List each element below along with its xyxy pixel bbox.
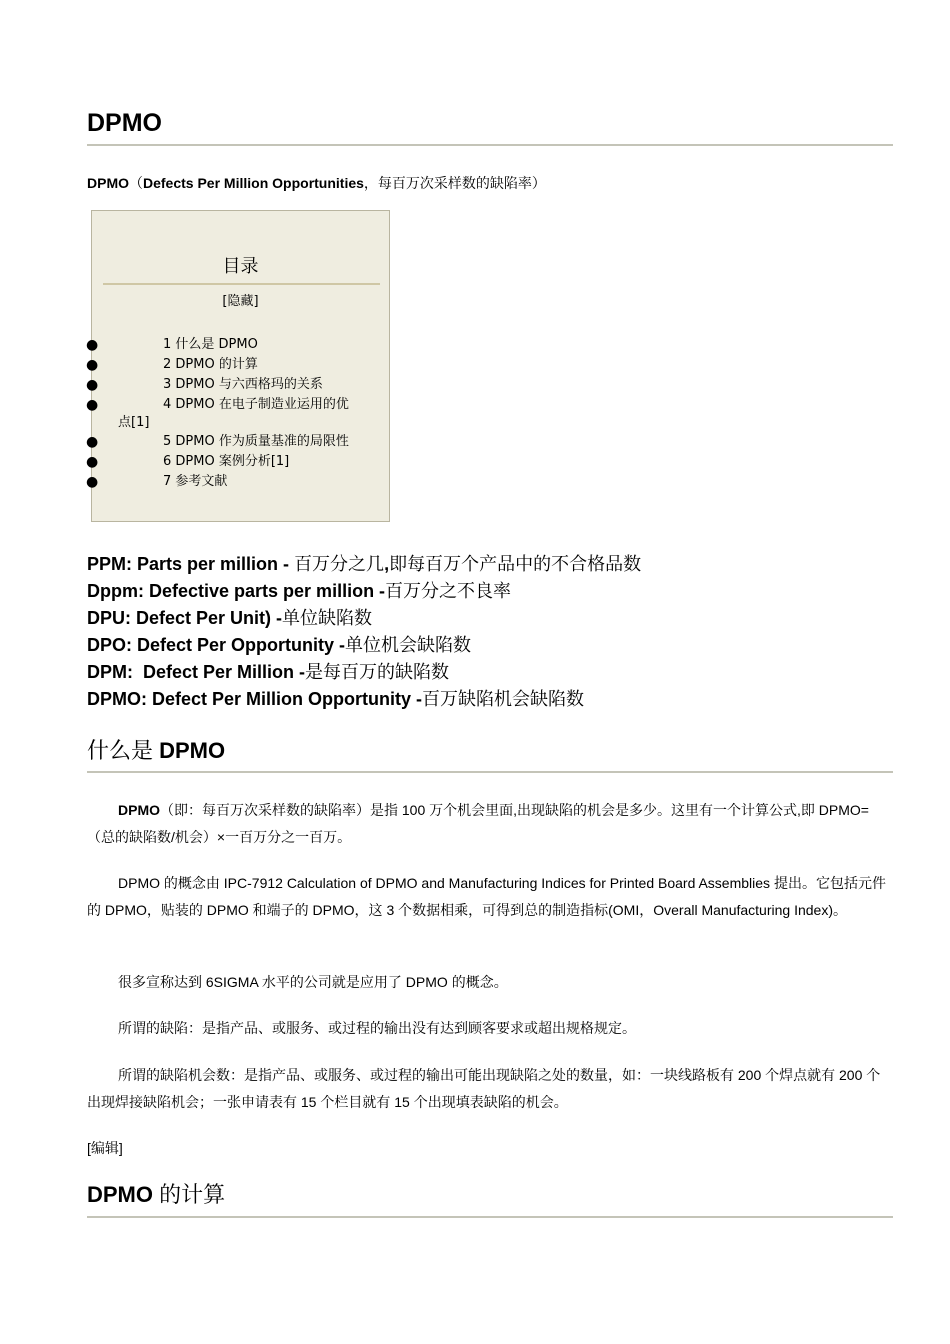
heading-bold: DPMO bbox=[159, 738, 226, 763]
para-bold: DPMO bbox=[118, 802, 160, 818]
definition-dpu bbox=[87, 605, 893, 632]
heading-bold: DPMO bbox=[87, 1182, 153, 1207]
bullet-icon: ● bbox=[86, 454, 99, 470]
para-text: （即：每百万次采样数的缺陷率）是指 100 万个机会里面,出现缺陷的机会是多少。这里有一个计算公式,即 DPMO=（总的缺陷数/机会）×一百万分之一百万。 bbox=[87, 802, 869, 845]
heading-cn: 什么是 bbox=[87, 738, 160, 763]
toc-item-label: 7 参考文献 bbox=[163, 474, 228, 489]
bullet-icon: ● bbox=[86, 434, 99, 450]
definition-desc: 是每百万的缺陷数 bbox=[305, 662, 450, 682]
intro-full: Defects Per Million Opportunities bbox=[143, 175, 364, 191]
intro-open: （ bbox=[129, 175, 143, 191]
paragraph-3: 很多宣称达到 6SIGMA 水平的公司就是应用了 DPMO 的概念。 bbox=[118, 974, 508, 990]
toc-item-label: 4 DPMO 在电子制造业运用的优 bbox=[163, 397, 349, 412]
definition-desc: 单位缺陷数 bbox=[282, 608, 373, 628]
intro-line bbox=[87, 174, 546, 192]
definition-desc: 百万缺陷机会缺陷数 bbox=[422, 689, 585, 709]
toc-divider bbox=[103, 283, 380, 285]
definition-ppm bbox=[87, 551, 893, 578]
toc-item-label: 3 DPMO 与六西格玛的关系 bbox=[163, 377, 323, 392]
definition-term: PPM: Parts per million - bbox=[87, 554, 290, 574]
toc-title: 目录 bbox=[222, 256, 259, 277]
section-heading-what-is-dpmo bbox=[87, 737, 225, 765]
bullet-icon: ● bbox=[86, 397, 99, 413]
bullet-icon: ● bbox=[86, 474, 99, 490]
definition-comma: , bbox=[384, 554, 390, 574]
toc-item-label-wrap: 点[1] bbox=[118, 415, 150, 430]
title-divider bbox=[87, 144, 893, 146]
bullet-icon: ● bbox=[86, 377, 99, 393]
bullet-icon: ● bbox=[86, 337, 99, 353]
bullet-icon: ● bbox=[86, 357, 99, 373]
definition-desc: 百万分之不良率 bbox=[385, 581, 512, 601]
definition-dpo bbox=[87, 632, 893, 659]
intro-abbr: DPMO bbox=[87, 175, 129, 191]
section-divider bbox=[87, 1216, 893, 1218]
definition-dpmo bbox=[87, 686, 893, 713]
definition-dppm bbox=[87, 578, 893, 605]
definition-term: DPM: Defect Per Million - bbox=[87, 662, 306, 682]
section-heading-dpmo-calculation bbox=[87, 1181, 225, 1209]
paragraph-4: 所谓的缺陷：是指产品、或服务、或过程的输出没有达到顾客要求或超出规格规定。 bbox=[118, 1020, 636, 1036]
section-divider bbox=[87, 771, 893, 773]
definition-desc: 百万分之几 bbox=[294, 554, 385, 574]
definition-term: DPO: Defect Per Opportunity - bbox=[87, 635, 346, 655]
toc-item-label: 5 DPMO 作为质量基准的局限性 bbox=[163, 434, 349, 449]
toc-item-label: 2 DPMO 的计算 bbox=[163, 357, 258, 372]
definition-list bbox=[87, 551, 893, 713]
toc-hide-toggle[interactable]: [隐藏] bbox=[222, 294, 259, 309]
toc-item-label: 6 DPMO 案例分析[1] bbox=[163, 454, 290, 469]
definition-dpm bbox=[87, 659, 893, 686]
edit-link[interactable]: [编辑] bbox=[87, 1140, 123, 1156]
heading-cn: 的计算 bbox=[153, 1182, 226, 1207]
toc-item-label: 1 什么是 DPMO bbox=[163, 337, 258, 352]
definition-tail: 即每百万个产品中的不合格品数 bbox=[389, 554, 642, 574]
table-of-contents bbox=[86, 210, 390, 522]
paragraph-1 bbox=[87, 797, 893, 851]
page-title: DPMO bbox=[87, 109, 162, 137]
paragraph-2: DPMO 的概念由 IPC-7912 Calculation of DPMO and Manufacturing Indices for Printed Board Assemblies 提出。它包括元件的 DPMO，贴装的 DPMO 和端子的 DPMO，这 3 个数据相乘，可得到总的制造指标(OMI，Overall Manufacturing Index)。 bbox=[87, 875, 886, 918]
definition-term: DPMO: Defect Per Million Opportunity - bbox=[87, 689, 423, 709]
definition-desc: 单位机会缺陷数 bbox=[345, 635, 472, 655]
definition-term: Dppm: Defective parts per million - bbox=[87, 581, 386, 601]
paragraph-5: 所谓的缺陷机会数：是指产品、或服务、或过程的输出可能出现缺陷之处的数量，如：一块线路板有 200 个焊点就有 200 个出现焊接缺陷机会；一张申请表有 15 个栏目就有 15 个出现填表缺陷的机会。 bbox=[87, 1067, 881, 1110]
intro-cn: 每百万次采样数的缺陷率） bbox=[377, 175, 546, 191]
definition-term: DPU: Defect Per Unit) - bbox=[87, 608, 283, 628]
intro-sep: ， bbox=[363, 175, 378, 191]
